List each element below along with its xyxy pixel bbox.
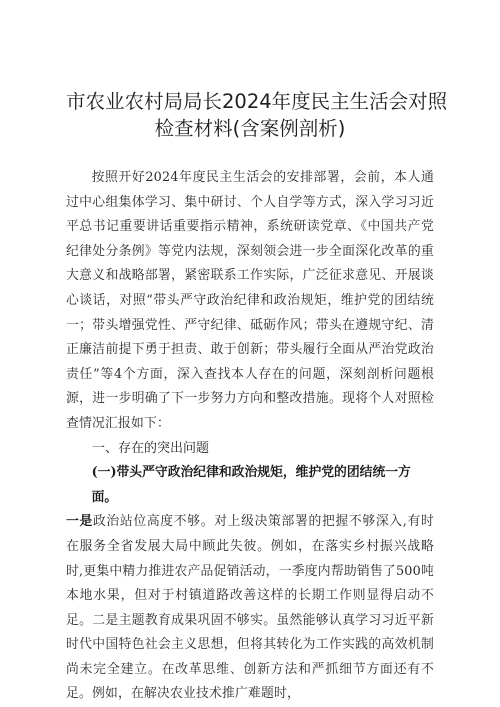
intro-paragraph: 按照开好2024年度民主生活会的安排部署，会前，本人通过中心组集体学习、集中研讨、个人自学等方式，深入学习习近平总书记重要讲话重要指示精神，系统研读党章、《中国共产党纪律处分条例》等党内法规，深刻领会进一步全面深化改革的重大意义和战略部署，紧密联系工作实际，广泛征求意见、开展谈心谈话，对照“带头严守政治纪律和政治规矩，维护党的团结统一；带头增强党性、严守纪律、砥砺作风；带头在遵规守纪、清正廉洁前提下勇于担责、敢于创新；带头履行全面从严治党政治责任”等4个方面，深入查找本人存在的问题，深刻剖析问题根源，进一步明确了下一步努力方向和整改措施。现将个人对照检查情况汇报如下： xyxy=(66,170,434,431)
section-heading: 一、存在的突出问题 xyxy=(92,440,210,456)
title-line-1: 市农业农村局局长2024年度民主生活会对照 xyxy=(66,90,448,113)
document-title xyxy=(66,88,448,142)
body-paragraph xyxy=(66,510,434,707)
title-line-2: 检查材料(含案例剖析) xyxy=(154,117,346,140)
point-text: 政治站位高度不够。对上级决策部署的把握不够深入,有时在服务全省发展大局中顾此失彼。例如，在落实乡村振兴战略时,更集中精力推进农产品促销活动，一季度内帮助销售了500吨本地水果，但对于村镇道路改善这样的长期工作则显得启动不足。二是主题教育成果巩固不够实。虽然能够认真学习习近平新时代中国特色社会主义思想，但将其转化为工作实践的高效机制尚未完全建立。在改革思维、创新方法和严抓细节方面还有不足。例如，在解决农业技术推广难题时， xyxy=(66,514,434,702)
point-label: 一是 xyxy=(66,514,93,530)
subsection-heading: (一)带头严守政治纪律和政治规矩，维护党的团结统一方面。 xyxy=(91,465,411,505)
